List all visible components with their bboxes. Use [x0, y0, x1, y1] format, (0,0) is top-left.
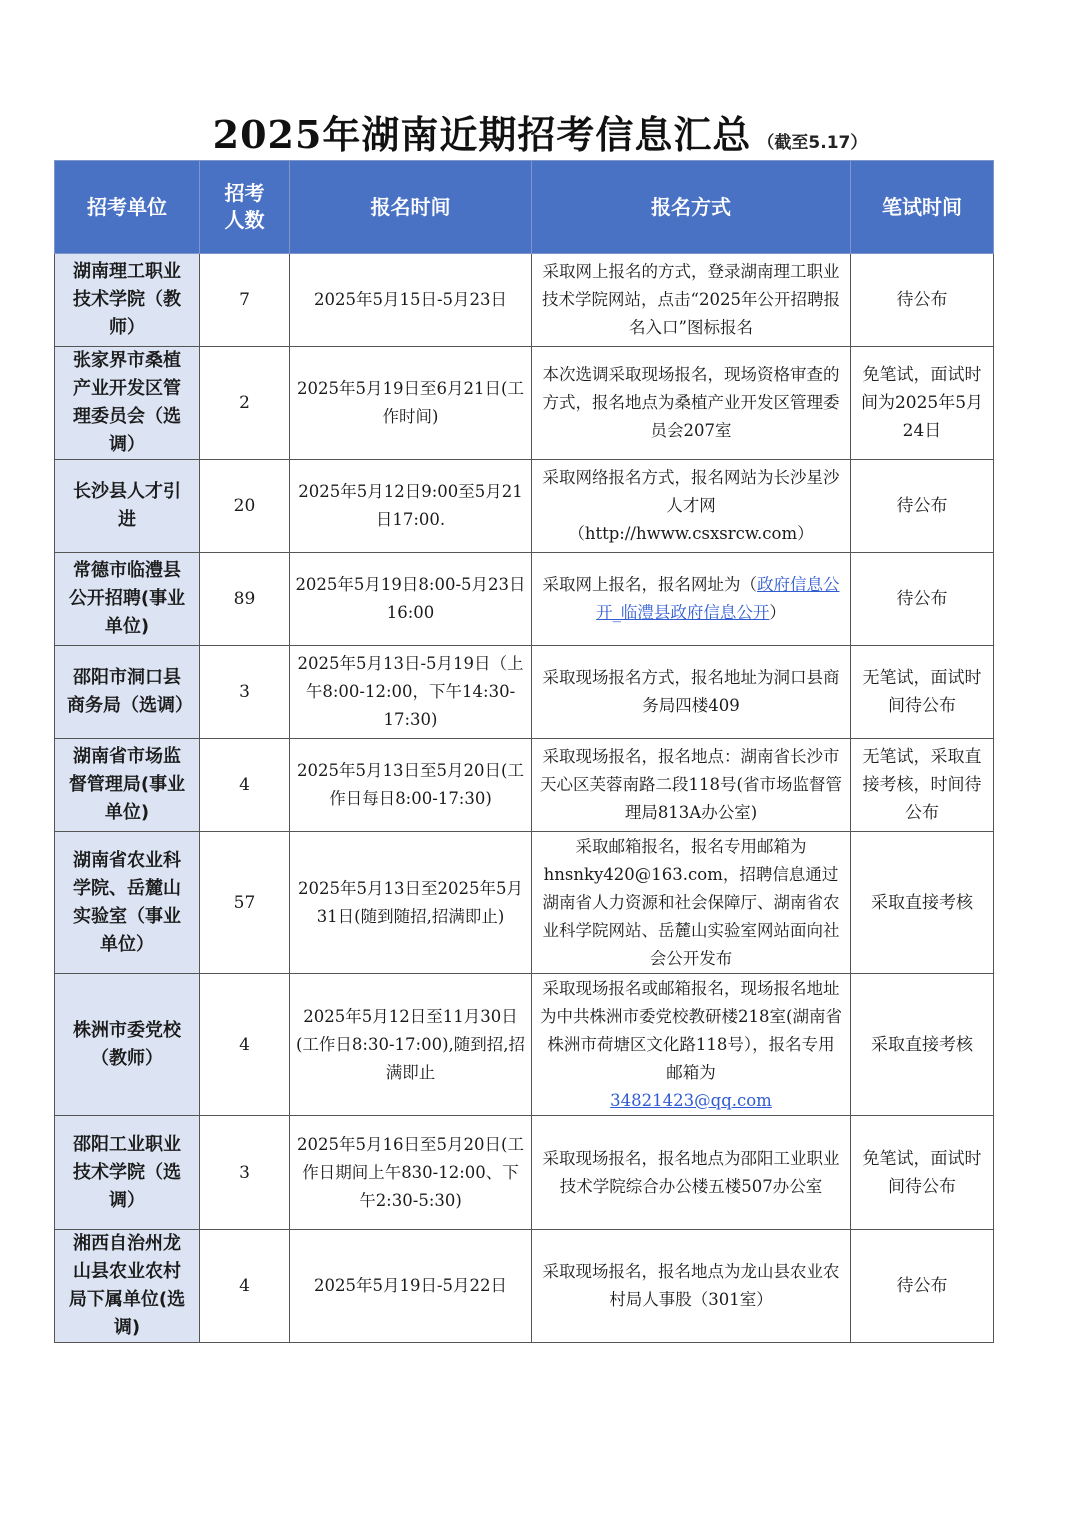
header-exam: 笔试时间	[851, 161, 994, 254]
cell-time: 2025年5月13日至2025年5月31日(随到随招,招满即止)	[290, 832, 532, 974]
cell-time: 2025年5月15日-5月23日	[290, 254, 532, 347]
recruitment-table	[54, 160, 994, 1343]
cell-count: 4	[200, 974, 290, 1116]
cell-exam: 待公布	[851, 254, 994, 347]
table-row	[55, 1116, 994, 1230]
cell-unit: 湖南理工职业技术学院（教师）	[55, 254, 200, 347]
cell-count: 3	[200, 646, 290, 739]
cell-method: 采取现场报名方式，报名地址为洞口县商务局四楼409	[532, 646, 851, 739]
table-row	[55, 832, 994, 974]
cell-exam: 无笔试，采取直接考核，时间待公布	[851, 739, 994, 832]
cell-unit: 湘西自治州龙山县农业农村局下属单位(选调)	[55, 1230, 200, 1343]
table-row	[55, 646, 994, 739]
cell-method	[532, 974, 851, 1116]
cell-count: 3	[200, 1116, 290, 1230]
method-text: 采取现场报名或邮箱报名，现场报名地址为中共株洲市委党校教研楼218室(湖南省株洲市荷塘区文化路118号），报名专用邮箱为	[540, 978, 842, 1082]
cell-unit: 长沙县人才引进	[55, 460, 200, 553]
header-unit: 招考单位	[55, 161, 200, 254]
cell-time: 2025年5月12日至11月30日(工作日8:30-17:00),随到招,招满即止	[290, 974, 532, 1116]
cell-exam: 采取直接考核	[851, 832, 994, 974]
method-url: （http://hwww.csxsrcw.com）	[568, 524, 814, 543]
table-row	[55, 553, 994, 646]
cell-unit: 邵阳工业职业技术学院（选调）	[55, 1116, 200, 1230]
cell-method: 采取现场报名，报名地点为邵阳工业职业技术学院综合办公楼五楼507办公室	[532, 1116, 851, 1230]
page-title	[0, 104, 1080, 159]
cell-unit: 湖南省农业科学院、岳麓山实验室（事业单位）	[55, 832, 200, 974]
cell-exam: 无笔试，面试时间待公布	[851, 646, 994, 739]
gov-info-link[interactable]: 政府信息公开_临澧县政府信息公开	[596, 575, 840, 622]
cell-unit: 张家界市桑植产业开发区管理委员会（选调）	[55, 347, 200, 460]
cell-exam: 待公布	[851, 553, 994, 646]
cell-method: 采取现场报名，报名地点：湖南省长沙市天心区芙蓉南路二段118号(省市场监督管理局813A办公室)	[532, 739, 851, 832]
cell-count: 89	[200, 553, 290, 646]
header-time: 报名时间	[290, 161, 532, 254]
cell-time: 2025年5月13日-5月19日（上午8:00-12:00，下午14:30-17:30)	[290, 646, 532, 739]
cell-unit: 邵阳市洞口县商务局（选调）	[55, 646, 200, 739]
header-count	[200, 161, 290, 254]
cell-count: 57	[200, 832, 290, 974]
cell-count: 20	[200, 460, 290, 553]
cell-method: 采取网上报名的方式，登录湖南理工职业技术学院网站，点击“2025年公开招聘报名入口”图标报名	[532, 254, 851, 347]
cell-count: 7	[200, 254, 290, 347]
cell-time: 2025年5月13日至5月20日(工作日每日8:00-17:30)	[290, 739, 532, 832]
cell-method	[532, 460, 851, 553]
email-link[interactable]: 34821423@qq.com	[610, 1090, 772, 1110]
method-text-pre: 采取网上报名，报名网址为（	[542, 575, 757, 594]
table-row	[55, 254, 994, 347]
cell-exam: 采取直接考核	[851, 974, 994, 1116]
table-row	[55, 739, 994, 832]
method-text-post: ）	[769, 603, 786, 622]
page-title-main: 2025年湖南近期招考信息汇总	[212, 112, 752, 157]
table-header-row	[55, 161, 994, 254]
cell-time: 2025年5月12日9:00至5月21日17:00.	[290, 460, 532, 553]
cell-method: 采取邮箱报名，报名专用邮箱为hnsnky420@163.com，招聘信息通过湖南省人力资源和社会保障厅、湖南省农业科学院网站、岳麓山实验室网站面向社会公开发布	[532, 832, 851, 974]
header-count-label: 招考人数	[224, 181, 265, 232]
cell-time: 2025年5月19日8:00-5月23日16:00	[290, 553, 532, 646]
table-row	[55, 1230, 994, 1343]
cell-method	[532, 553, 851, 646]
cell-time: 2025年5月19日至6月21日(工作时间)	[290, 347, 532, 460]
cell-count: 2	[200, 347, 290, 460]
cell-unit: 株洲市委党校（教师）	[55, 974, 200, 1116]
cell-method: 本次选调采取现场报名，现场资格审查的方式，报名地点为桑植产业开发区管理委员会207室	[532, 347, 851, 460]
page-title-date: （截至5.17）	[757, 133, 868, 153]
cell-method: 采取现场报名，报名地点为龙山县农业农村局人事股（301室）	[532, 1230, 851, 1343]
cell-exam: 免笔试，面试时间为2025年5月24日	[851, 347, 994, 460]
cell-exam: 免笔试，面试时间待公布	[851, 1116, 994, 1230]
cell-time: 2025年5月16日至5月20日(工作日期间上午830-12:00、下午2:30-5:30)	[290, 1116, 532, 1230]
cell-unit: 湖南省市场监督管理局(事业单位)	[55, 739, 200, 832]
cell-exam: 待公布	[851, 1230, 994, 1343]
cell-count: 4	[200, 739, 290, 832]
table-row	[55, 460, 994, 553]
cell-exam: 待公布	[851, 460, 994, 553]
method-text: 采取网络报名方式，报名网站为长沙星沙人才网	[542, 468, 840, 515]
table-row	[55, 974, 994, 1116]
header-method: 报名方式	[532, 161, 851, 254]
cell-time: 2025年5月19日-5月22日	[290, 1230, 532, 1343]
cell-unit: 常德市临澧县公开招聘(事业单位)	[55, 553, 200, 646]
cell-count: 4	[200, 1230, 290, 1343]
table-row	[55, 347, 994, 460]
